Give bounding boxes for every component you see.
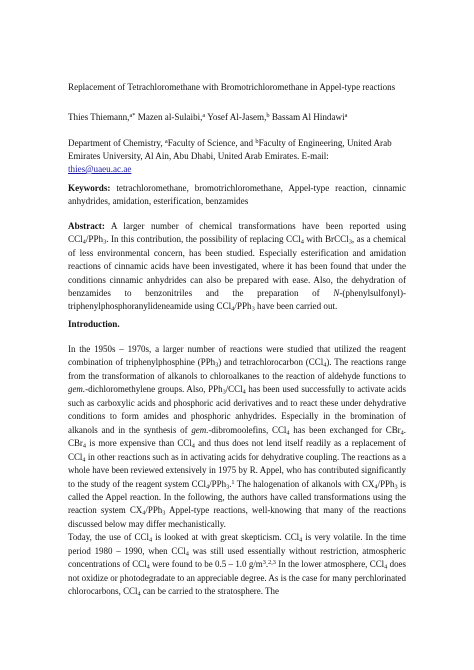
affiliation: Department of Chemistry, $^a$Faculty of Science, and $^b$Faculty of Engineering, United Arab Emirates University, Al Ain, Abu Dhabi, United Arab Emirates. E-mail: thies@uaeu.ac.ae xyxy=(68,138,392,174)
author-affiliation-mark: a xyxy=(344,112,348,120)
abstract-label: Abstract: xyxy=(68,221,105,231)
keywords-text: tetrachloromethane, bromotrichloromethane, Appel-type reaction, cinnamic anhydrides, amidation, esterification, benzamides xyxy=(68,183,406,206)
introduction-body xyxy=(68,343,406,599)
author-name: Mazen al-Sulaibi, xyxy=(137,112,203,122)
paragraph: In the 1950s – 1970s, a larger number of reactions were studied that utilized the reagent combination of triphenylphosphine (PPh$_3$) and tetrachlorocarbon (CCl$_4$). The reactions range from the transformation of alkanols to chloroalkanes to the reaction of aldehyde functions to gem.-dichloromethylene groups. Also, PPh$_3$/CCl$_4$ has been used successfully to activate acids such as carboxylic acids and phosphoric acid derivatives and to react these under dehydrative conditions to form amides and phosphoric anhydrides. Especially in the bromination of alkanols and in the synthesis of gem.-dibromoolefins, CCl$_4$ has been exchanged for CBr$_4$. CBr$_4$ is more expensive than CCl$_4$ and thus does not lend itself readily as a replacement of CCl$_4$ in other reactions such as in activating acids for dehydrative coupling. The reactions as a whole have been reviewed extensively in 1975 by R. Appel, who has contributed significantly to the study of the reagent system CCl$_4$/PPh$_3$.$^1$ The halogenation of alkanols with $CX_4/PPh_3$ is called the Appel reaction. In the following, the authors have called transformations using the reaction system $CX_4/PPh_3$ Appel-type reactions, well-knowing that many of the reactions discussed below may differ mechanistically. xyxy=(68,344,407,529)
keywords-label: Keywords: xyxy=(68,183,111,193)
author-affiliation-mark: a xyxy=(202,112,206,120)
paragraph: Today, the use of CCl$_4$ is looked at with great skepticism. CCl$_4$ is very volatile. In the time period 1980 – 1990, when CCl$_4$ was still used essentially without restriction, atmospheric concentrations of CCl$_4$ were found to be 0.5 – 1.0 $g/m^3.^{2,3}$ In the lower atmosphere, CCl$_4$ does not oxidize or photodegradate to an appreciable degree. As is the case for many perchlorinated chlorocarbons, CCl$_4$ can be carried to the stratosphere. The xyxy=(68,532,406,598)
author-name: Bassam Al Hindawi xyxy=(271,112,345,122)
author-affiliation-mark: a* xyxy=(129,112,136,120)
author-affiliation-mark: b xyxy=(266,112,270,120)
author-name: Yosef Al-Jasem, xyxy=(207,112,267,122)
abstract: Abstract: A larger number of chemical transformations have been reported using CCl$_4$/PPh$_3$. In this contribution, the possibility of replacing CCl$_4$ with BrCCl$_3$, as a chemical of less environmental concern, has been studied. Especially esterification and amidation reactions of cinnamic acids have been investigated, where it has been found that under the conditions cinnamic anhydrides can also be prepared with ease. Also, the dehydration of benzamides to benzonitriles and the preparation of N-(phenylsulfonyl)-triphenylphosphoranylideneamide using CCl$_4$/PPh$_3$ have been carried out. xyxy=(68,221,406,314)
citation-mark: 2,3 xyxy=(268,559,276,567)
section-heading: Introduction. xyxy=(68,319,120,329)
email-link[interactable]: thies@uaeu.ac.ae xyxy=(68,164,132,174)
keywords xyxy=(68,182,406,207)
citation-mark: 1 xyxy=(231,478,235,486)
author-list xyxy=(68,111,406,124)
author-name: Thies Thiemann, xyxy=(68,112,130,122)
paper-title: Replacement of Tetrachloromethane with Bromotrichloromethane in Appel-type reactions xyxy=(68,82,396,92)
